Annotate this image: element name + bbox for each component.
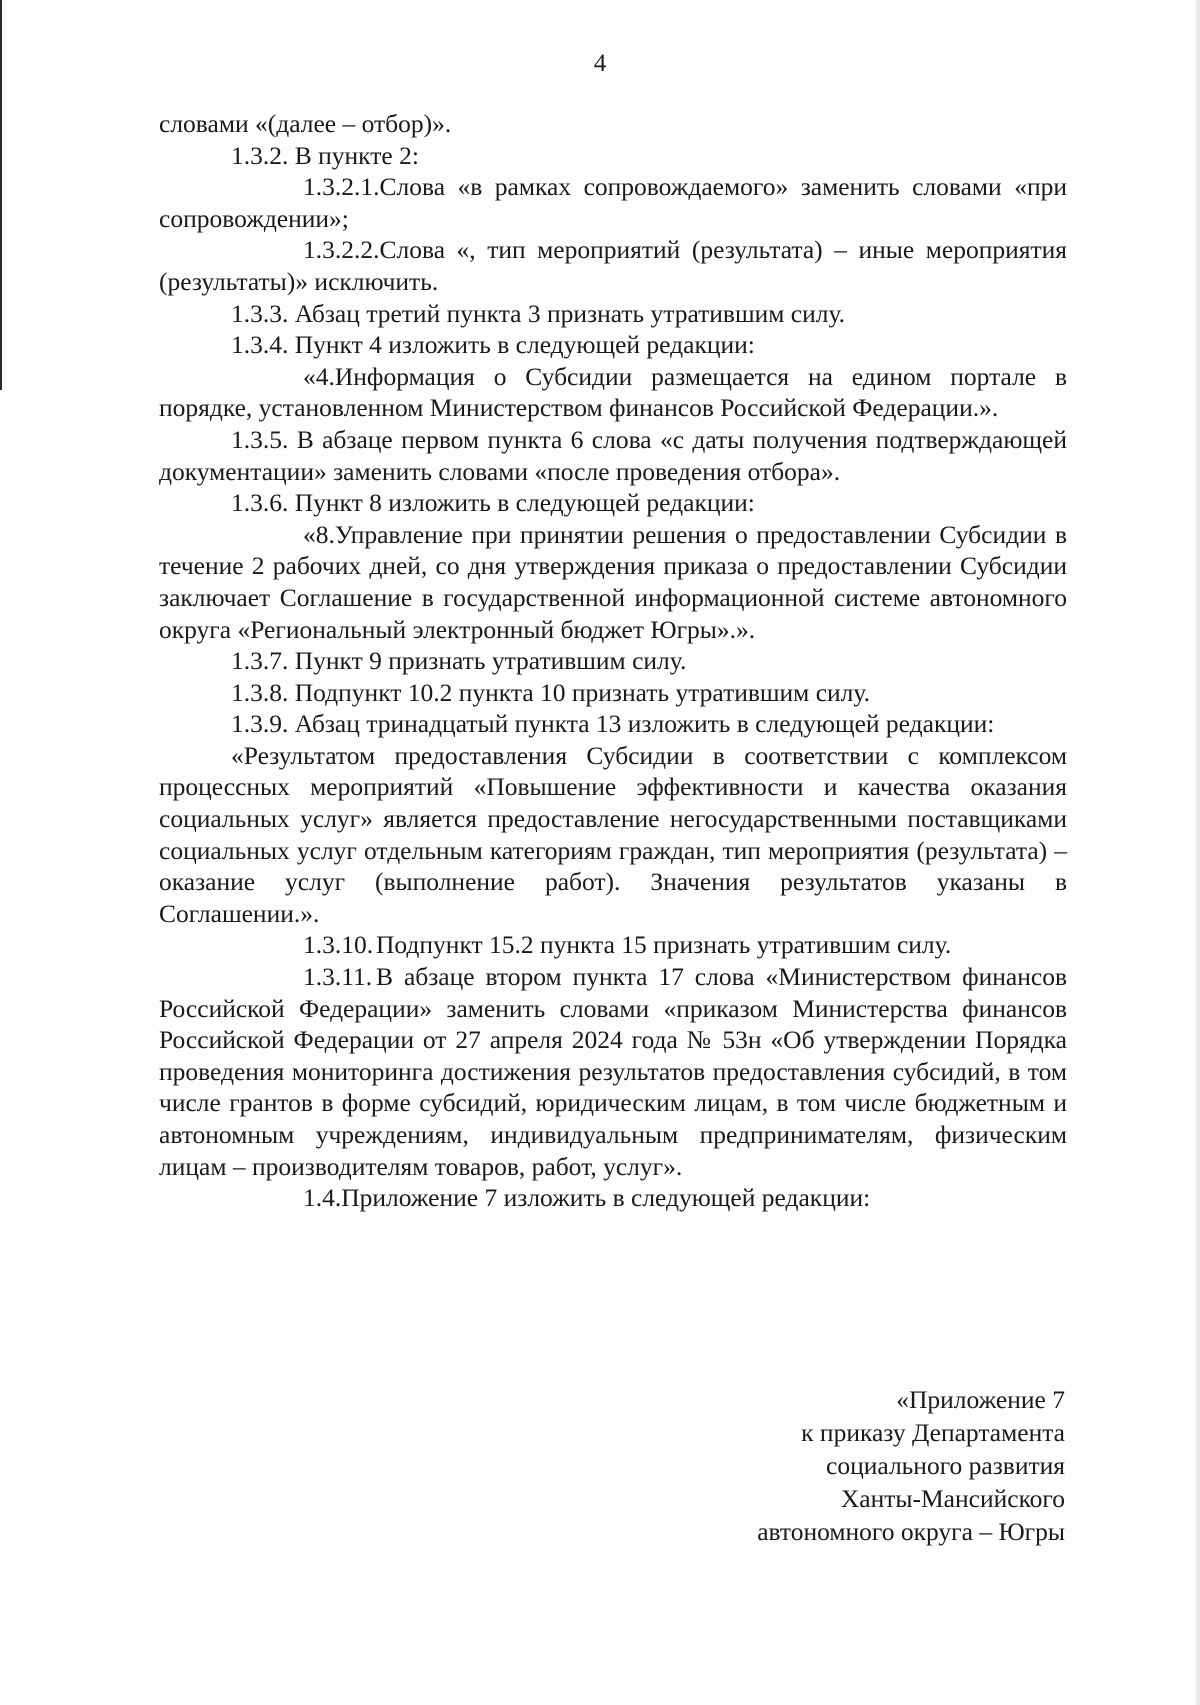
page-number: 4 [593,50,607,77]
paragraph-number: 1.3.2.2. [303,235,380,265]
paragraph-10 [159,645,1067,677]
paragraph-5 [159,329,1067,361]
paragraph-text: Информация о Субсидии размещается на едином портале в порядке, установленном Министерством финансов Российской Федерации.». [159,361,1067,423]
paragraph-number: 1.4. [303,1183,342,1213]
paragraph-text: Слова «, тип мероприятий (результата) – иные мероприятия (результаты)» исключить. [159,235,1067,296]
paragraph-0 [159,108,1067,140]
paragraph-2 [159,171,1067,234]
paragraph-text: 1.3.9. Абзац тринадцатый пункта 13 изложить в следующей редакции: [231,709,995,739]
paragraph-text: словами «(далее – отбор)». [159,109,452,138]
paragraph-3 [159,234,1067,297]
document-body [159,108,1067,1214]
paragraph-text: Управление при принятии решения о предоставлении Субсидии в течение 2 рабочих дней, со дня утверждения приказа о предоставлении Субсидии заключает Соглашение в государственной информационной системе автономного округа «Региональный электронный бюджет Югры».». [159,519,1067,644]
paragraph-text: 1.3.6. Пункт 8 изложить в следующей редакции: [231,488,755,518]
paragraph-13 [159,740,1067,930]
paragraph-1 [159,140,1067,172]
paragraph-4 [159,298,1067,330]
paragraph-7 [159,424,1067,487]
paragraph-number: «4. [303,361,335,391]
paragraph-text: «Результатом предоставления Субсидии в соответствии с комплексом процессных мероприятий «Повышение эффективности и качества оказания социальных услуг» является предоставление негосударственными поставщиками социальных услуг отдельным категориям граждан, тип мероприятия (результата) – оказание услуг (выполнение работ). Значения результатов указаны в Соглашении.». [159,740,1067,928]
paragraph-16 [159,1182,1067,1214]
appendix-line-4: Ханты-Мансийского [840,1484,1065,1513]
paragraph-text: 1.3.5. В абзаце первом пункта 6 слова «с даты получения подтверждающей документации» заменить словами «после проведения отбора». [159,424,1067,486]
paragraph-number: 1.3.11. [303,962,373,992]
paragraph-6 [159,361,1067,424]
paragraph-9 [159,519,1067,645]
paragraph-text: 1.3.7. Пункт 9 признать утратившим силу. [231,646,687,676]
paragraph-text: Приложение 7 изложить в следующей редакции: [341,1183,871,1213]
paragraph-text: 1.3.8. Подпункт 10.2 пункта 10 признать утратившим силу. [231,677,870,707]
appendix-line-2: к приказу Департамента [801,1418,1065,1447]
paragraph-15 [159,961,1067,1182]
paragraph-12 [159,708,1067,740]
paragraph-11 [159,677,1067,709]
paragraph-text: Слова «в рамках сопровождаемого» заменить словами «при сопровождении»; [159,172,1067,233]
appendix-line-5: автономного округа – Югры [757,1517,1065,1546]
appendix-line-1: «Приложение 7 [896,1385,1065,1414]
paragraph-text: 1.3.4. Пункт 4 изложить в следующей редакции: [231,330,755,360]
paragraph-number: 1.3.10. [303,930,374,960]
appendix-header [645,1383,1065,1548]
paragraph-text: 1.3.3. Абзац третий пункта 3 признать утратившим силу. [231,298,846,328]
scan-edge-right [1196,0,1200,1705]
paragraph-text: Подпункт 15.2 пункта 15 признать утратившим силу. [376,930,952,960]
paragraph-number: 1.3.2.1. [303,172,380,202]
paragraph-text: 1.3.2. В пункте 2: [231,140,419,170]
paragraph-14 [159,929,1067,961]
paragraph-number: «8. [303,519,335,549]
paragraph-text: В абзаце втором пункта 17 слова «Министерством финансов Российской Федерации» заменить словами «приказом Министерства финансов Российской Федерации от 27 апреля 2024 года № 53н «Об утверждении Порядка проведения мониторинга достижения результатов предоставления субсидий, в том числе грантов в форме субсидий, юридическим лицам, в том числе бюджетным и автономным учреждениям, индивидуальным предпринимателям, физическим лицам – производителям товаров, работ, услуг». [159,962,1067,1181]
paragraph-8 [159,487,1067,519]
appendix-line-3: социального развития [826,1451,1065,1480]
